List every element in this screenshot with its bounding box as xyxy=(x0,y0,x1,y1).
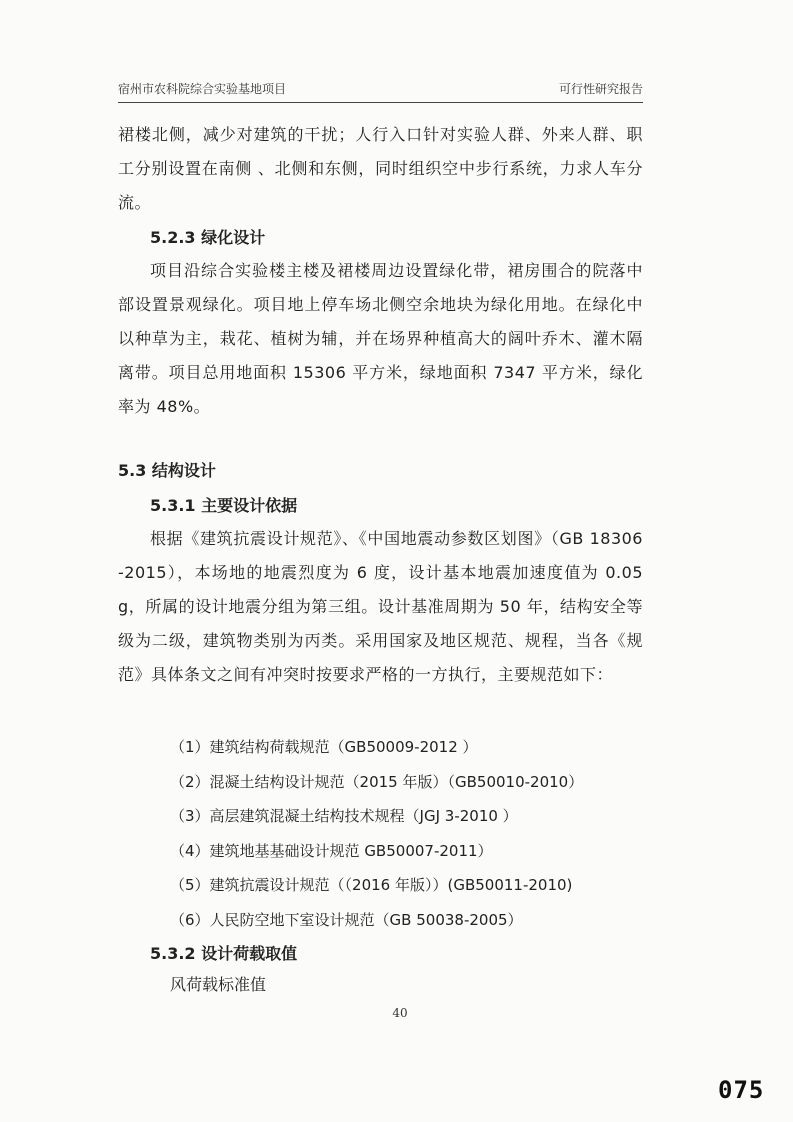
heading-5-3: 5.3 结构设计 xyxy=(118,461,216,480)
list-item: （2）混凝土结构设计规范（2015 年版）（GB50010-2010） xyxy=(170,772,584,791)
list-item: （5）建筑抗震设计规范（（2016 年版））(GB50011-2010) xyxy=(170,876,573,894)
heading-5-3-1: 5.3.1 主要设计依据 xyxy=(150,496,298,515)
header-project-title: 宿州市农科院综合实验基地项目 xyxy=(118,82,287,96)
heading-5-3-2: 5.3.2 设计荷载取值 xyxy=(150,944,298,963)
design-basis-paragraph: 根据《建筑抗震设计规范》、《中国地震动参数区划图》（GB 18306-2015），本场地的地震烈度为 6 度，设计基本地震加速度值为 0.05g，所属的设计地震分组为第三组。设计基准周期为 50 年，结构安全等级为二级，建筑物类别为丙类。采用国家及地区规范、规程，当各《规范》具体条文之间有冲突时按要求严格的一方执行，主要规范如下： xyxy=(118,529,643,684)
intro-paragraph: 裙楼北侧，减少对建筑的干扰；人行入口针对实验人群、外来人群、职工分别设置在南侧 、北侧和东侧，同时组织空中步行系统，力求人车分流。 xyxy=(118,125,643,212)
standards-list xyxy=(170,730,583,937)
header-report-type: 可行性研究报告 xyxy=(558,82,643,96)
archive-stamp-number: 075 xyxy=(718,1076,765,1104)
header-divider xyxy=(118,102,643,103)
heading-5-2-3: 5.2.3 绿化设计 xyxy=(150,228,266,247)
page-header xyxy=(118,80,643,102)
list-item: （1）建筑结构荷载规范（GB50009-2012 ） xyxy=(170,738,478,756)
list-item: （6）人民防空地下室设计规范（GB 50038-2005） xyxy=(170,910,523,929)
list-item: （4）建筑地基基础设计规范 GB50007-2011） xyxy=(170,841,493,860)
page-number: 40 xyxy=(392,1006,408,1020)
list-item: （3）高层建筑混凝土结构技术规程（JGJ 3-2010 ） xyxy=(170,807,518,825)
wind-load-label: 风荷载标准值 xyxy=(170,975,267,994)
greening-paragraph: 项目沿综合实验楼主楼及裙楼周边设置绿化带，裙房围合的院落中部设置景观绿化。项目地上停车场北侧空余地块为绿化用地。在绿化中以种草为主，栽花、植树为辅，并在场界种植高大的阔叶乔木、灌木隔离带。项目总用地面积 15306 平方米，绿地面积 7347 平方米，绿化率为 48%。 xyxy=(118,261,643,416)
